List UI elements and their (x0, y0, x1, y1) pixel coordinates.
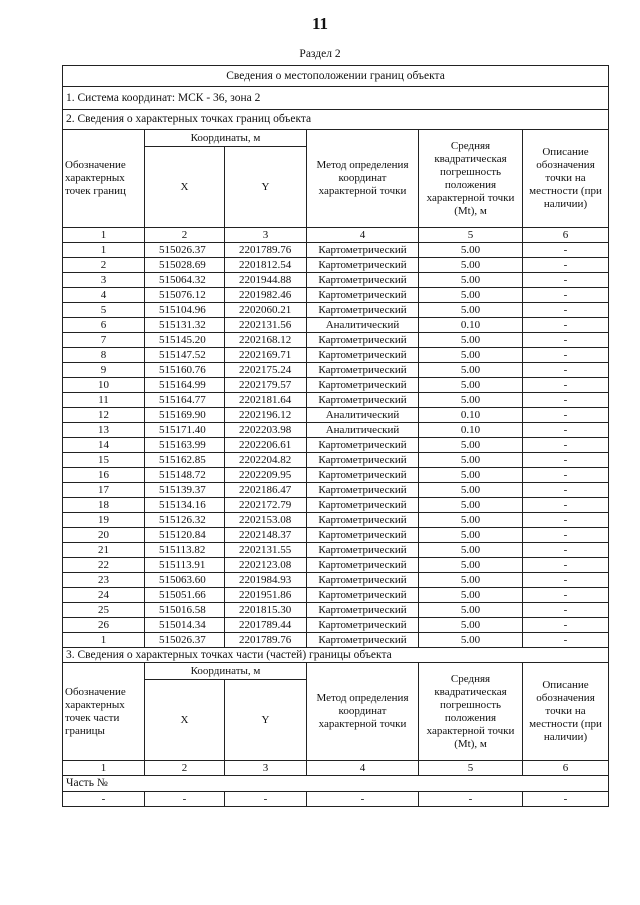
table-cell: 11 (63, 393, 145, 408)
table-cell: Картометрический (307, 468, 419, 483)
table-cell: - (523, 483, 609, 498)
table-cell: 2202131.56 (225, 318, 307, 333)
table-cell: - (523, 453, 609, 468)
table-cell: Картометрический (307, 273, 419, 288)
table-cell: Картометрический (307, 513, 419, 528)
table-cell: 5.00 (419, 363, 523, 378)
table-cell: 515148.72 (145, 468, 225, 483)
table-cell: 5.00 (419, 543, 523, 558)
table-cell: 2 (63, 258, 145, 273)
table-row (63, 258, 609, 273)
table-cell: 515160.76 (145, 363, 225, 378)
table-cell: - (523, 618, 609, 633)
table-cell: 5.00 (419, 273, 523, 288)
table-cell: 515171.40 (145, 423, 225, 438)
table-cell: 2202175.24 (225, 363, 307, 378)
table-cell: 6 (63, 318, 145, 333)
table-cell: Картометрический (307, 483, 419, 498)
table-cell: 16 (63, 468, 145, 483)
table-cell: 2202153.08 (225, 513, 307, 528)
table-cell: 5.00 (419, 483, 523, 498)
table-row (63, 603, 609, 618)
table-cell: 515147.52 (145, 348, 225, 363)
table-cell: - (523, 408, 609, 423)
header-designation: Обозначение характерных точек границ (63, 130, 145, 228)
table-cell: - (523, 573, 609, 588)
table-row (63, 378, 609, 393)
part-row (63, 792, 609, 807)
table-cell: 5.00 (419, 378, 523, 393)
table-cell: - (523, 258, 609, 273)
table-cell: Картометрический (307, 528, 419, 543)
table-cell: - (523, 348, 609, 363)
coordinate-system: 1. Система координат: МСК - 36, зона 2 (63, 87, 609, 110)
table-cell: - (523, 528, 609, 543)
table-cell: 5.00 (419, 603, 523, 618)
column-number: 2 (145, 228, 225, 243)
table-cell: 515016.58 (145, 603, 225, 618)
table-cell: Картометрический (307, 573, 419, 588)
table-cell: 2201789.76 (225, 633, 307, 648)
table-cell: 2201789.44 (225, 618, 307, 633)
column-number: 4 (307, 761, 419, 776)
table-cell: - (523, 318, 609, 333)
table-row (63, 573, 609, 588)
table-row (63, 468, 609, 483)
table-cell: 5.00 (419, 438, 523, 453)
column-numbers-row (63, 228, 609, 243)
table-row (63, 453, 609, 468)
table-cell: 515104.96 (145, 303, 225, 318)
part-cell: - (63, 792, 145, 807)
table-cell: 0.10 (419, 408, 523, 423)
table-cell: 5.00 (419, 393, 523, 408)
table-cell: 515162.85 (145, 453, 225, 468)
table-cell: 2202131.55 (225, 543, 307, 558)
table-cell: 2202203.98 (225, 423, 307, 438)
table-cell: 515051.66 (145, 588, 225, 603)
table-row (63, 558, 609, 573)
table-cell: 2201982.46 (225, 288, 307, 303)
column-number: 4 (307, 228, 419, 243)
part-cell: - (145, 792, 225, 807)
column-number: 5 (419, 228, 523, 243)
column-number: 3 (225, 761, 307, 776)
table-cell: Картометрический (307, 543, 419, 558)
column-number: 6 (523, 761, 609, 776)
table-title: Сведения о местоположении границ объекта (63, 66, 609, 87)
table-cell: Картометрический (307, 243, 419, 258)
table-cell: 2202172.79 (225, 498, 307, 513)
table-cell: 23 (63, 573, 145, 588)
header-description: Описание обозначения точки на местности (при наличии) (523, 130, 609, 228)
section-parts-title: 3. Сведения о характерных точках части (частей) границы объекта (63, 648, 609, 663)
table-cell: - (523, 603, 609, 618)
table-cell: 20 (63, 528, 145, 543)
table-cell: 515164.77 (145, 393, 225, 408)
table-cell: 2202204.82 (225, 453, 307, 468)
table-row (63, 318, 609, 333)
part-cell: - (307, 792, 419, 807)
table-cell: 2201815.30 (225, 603, 307, 618)
table-cell: 7 (63, 333, 145, 348)
table-cell: 2202179.57 (225, 378, 307, 393)
table-cell: 5.00 (419, 453, 523, 468)
table-cell: 10 (63, 378, 145, 393)
table-cell: - (523, 513, 609, 528)
table-row (63, 543, 609, 558)
table-cell: 2202196.12 (225, 408, 307, 423)
table-cell: 515139.37 (145, 483, 225, 498)
column-number: 1 (63, 761, 145, 776)
table-cell: 515026.37 (145, 633, 225, 648)
parts-column-numbers-row (63, 761, 609, 776)
table-cell: - (523, 288, 609, 303)
header-y: Y (225, 147, 307, 228)
table-cell: 1 (63, 633, 145, 648)
column-number: 1 (63, 228, 145, 243)
table-cell: 25 (63, 603, 145, 618)
table-row (63, 423, 609, 438)
table-cell: - (523, 333, 609, 348)
table-cell: 2202206.61 (225, 438, 307, 453)
table-row (63, 348, 609, 363)
table-cell: 515064.32 (145, 273, 225, 288)
table-cell: 515113.82 (145, 543, 225, 558)
table-cell: Картометрический (307, 438, 419, 453)
parts-header-x: X (145, 680, 225, 761)
table-cell: - (523, 543, 609, 558)
column-number: 6 (523, 228, 609, 243)
table-cell: Картометрический (307, 633, 419, 648)
parts-header-method: Метод определения координат характерной точки (307, 663, 419, 761)
table-cell: Картометрический (307, 393, 419, 408)
header-x: X (145, 147, 225, 228)
parts-header-description: Описание обозначения точки на местности (при наличии) (523, 663, 609, 761)
table-cell: Картометрический (307, 498, 419, 513)
table-cell: 5.00 (419, 513, 523, 528)
table-cell: Аналитический (307, 318, 419, 333)
table-cell: Картометрический (307, 618, 419, 633)
table-cell: 5.00 (419, 333, 523, 348)
table-cell: 515169.90 (145, 408, 225, 423)
table-cell: 515131.32 (145, 318, 225, 333)
part-label: Часть № (63, 776, 609, 792)
table-cell: Картометрический (307, 303, 419, 318)
table-cell: 5.00 (419, 573, 523, 588)
table-cell: 2201789.76 (225, 243, 307, 258)
table-cell: 515014.34 (145, 618, 225, 633)
header-error: Средняя квадратическая погрешность положения характерной точки (Mt), м (419, 130, 523, 228)
table-cell: 8 (63, 348, 145, 363)
table-cell: 5.00 (419, 303, 523, 318)
table-cell: - (523, 468, 609, 483)
table-cell: 515113.91 (145, 558, 225, 573)
table-cell: 17 (63, 483, 145, 498)
table-cell: Аналитический (307, 423, 419, 438)
table-cell: 2202123.08 (225, 558, 307, 573)
table-cell: 21 (63, 543, 145, 558)
table-cell: - (523, 423, 609, 438)
table-cell: Картометрический (307, 258, 419, 273)
parts-header-coordinates: Координаты, м (145, 663, 307, 680)
table-cell: - (523, 303, 609, 318)
boundary-table (62, 65, 609, 807)
table-cell: 2202209.95 (225, 468, 307, 483)
table-cell: 5.00 (419, 528, 523, 543)
table-row (63, 408, 609, 423)
table-cell: 2202169.71 (225, 348, 307, 363)
table-cell: 5.00 (419, 258, 523, 273)
table-cell: 14 (63, 438, 145, 453)
table-cell: 4 (63, 288, 145, 303)
column-number: 2 (145, 761, 225, 776)
table-cell: 2202148.37 (225, 528, 307, 543)
table-cell: 2202060.21 (225, 303, 307, 318)
table-cell: Картометрический (307, 333, 419, 348)
table-cell: 5.00 (419, 288, 523, 303)
section-points-title: 2. Сведения о характерных точках границ объекта (63, 110, 609, 130)
table-cell: 15 (63, 453, 145, 468)
header-method: Метод определения координат характерной точки (307, 130, 419, 228)
table-cell: 22 (63, 558, 145, 573)
table-cell: 515028.69 (145, 258, 225, 273)
table-cell: - (523, 363, 609, 378)
table-cell: Картометрический (307, 453, 419, 468)
table-cell: Картометрический (307, 288, 419, 303)
table-cell: 2201812.54 (225, 258, 307, 273)
table-row (63, 393, 609, 408)
table-cell: - (523, 558, 609, 573)
table-cell: 5.00 (419, 633, 523, 648)
table-cell: Картометрический (307, 558, 419, 573)
table-cell: 0.10 (419, 423, 523, 438)
table-cell: 12 (63, 408, 145, 423)
table-cell: 9 (63, 363, 145, 378)
table-cell: Картометрический (307, 603, 419, 618)
table-cell: 0.10 (419, 318, 523, 333)
table-cell: 1 (63, 243, 145, 258)
header-coordinates: Координаты, м (145, 130, 307, 147)
table-cell: 515126.32 (145, 513, 225, 528)
table-cell: 5.00 (419, 618, 523, 633)
table-cell: - (523, 588, 609, 603)
table-cell: Картометрический (307, 588, 419, 603)
table-cell: 2201944.88 (225, 273, 307, 288)
column-number: 3 (225, 228, 307, 243)
table-cell: 26 (63, 618, 145, 633)
table-cell: - (523, 498, 609, 513)
table-cell: - (523, 378, 609, 393)
table-cell: 515026.37 (145, 243, 225, 258)
column-number: 5 (419, 761, 523, 776)
table-cell: - (523, 393, 609, 408)
table-row (63, 273, 609, 288)
table-cell: 5.00 (419, 348, 523, 363)
table-cell: Аналитический (307, 408, 419, 423)
table-cell: 2202168.12 (225, 333, 307, 348)
table-row (63, 528, 609, 543)
table-cell: 19 (63, 513, 145, 528)
table-cell: 13 (63, 423, 145, 438)
table-row (63, 513, 609, 528)
part-cell: - (523, 792, 609, 807)
table-cell: 515063.60 (145, 573, 225, 588)
table-row (63, 633, 609, 648)
table-cell: 5.00 (419, 243, 523, 258)
table-cell: 3 (63, 273, 145, 288)
table-cell: 24 (63, 588, 145, 603)
table-cell: 515134.16 (145, 498, 225, 513)
table-row (63, 438, 609, 453)
table-row (63, 618, 609, 633)
table-cell: 2201951.86 (225, 588, 307, 603)
page-number: 11 (311, 14, 329, 33)
table-cell: 515076.12 (145, 288, 225, 303)
table-row (63, 303, 609, 318)
table-cell: 2202186.47 (225, 483, 307, 498)
table-cell: 5 (63, 303, 145, 318)
part-cell: - (419, 792, 523, 807)
table-cell: - (523, 273, 609, 288)
table-cell: 2202181.64 (225, 393, 307, 408)
parts-header-designation: Обозначение характерных точек части границы (63, 663, 145, 761)
table-cell: 5.00 (419, 468, 523, 483)
table-cell: 5.00 (419, 498, 523, 513)
section-label: Раздел 2 (299, 48, 341, 60)
table-row (63, 288, 609, 303)
table-cell: 515145.20 (145, 333, 225, 348)
table-cell: 18 (63, 498, 145, 513)
table-row (63, 333, 609, 348)
table-cell: 5.00 (419, 558, 523, 573)
table-row (63, 588, 609, 603)
parts-header-y: Y (225, 680, 307, 761)
table-cell: 2201984.93 (225, 573, 307, 588)
table-cell: Картометрический (307, 348, 419, 363)
table-cell: - (523, 438, 609, 453)
table-cell: 515120.84 (145, 528, 225, 543)
table-cell: 515163.99 (145, 438, 225, 453)
table-row (63, 363, 609, 378)
table-row (63, 243, 609, 258)
table-row (63, 483, 609, 498)
parts-header-error: Средняя квадратическая погрешность положения характерной точки (Mt), м (419, 663, 523, 761)
table-cell: Картометрический (307, 378, 419, 393)
table-cell: 515164.99 (145, 378, 225, 393)
part-cell: - (225, 792, 307, 807)
table-row (63, 498, 609, 513)
table-cell: - (523, 243, 609, 258)
table-cell: - (523, 633, 609, 648)
table-cell: 5.00 (419, 588, 523, 603)
table-cell: Картометрический (307, 363, 419, 378)
